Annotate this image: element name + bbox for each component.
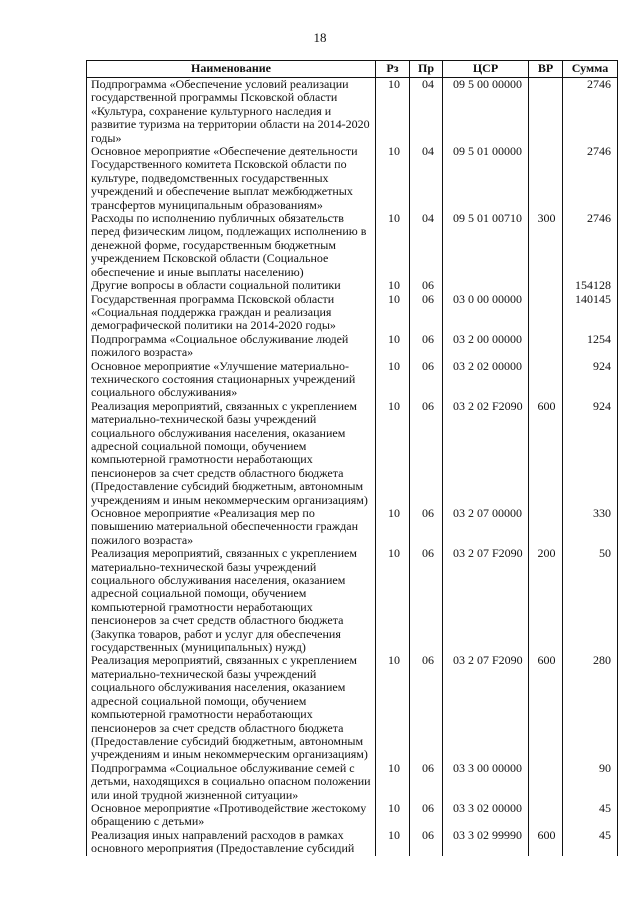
header-csr: ЦСР [443, 61, 529, 78]
cell-pr: 06 [410, 547, 443, 654]
page-number: 18 [313, 30, 327, 45]
cell-sum: 50 [563, 547, 618, 654]
header-rz: Рз [376, 61, 410, 78]
cell-vr: 600 [529, 400, 563, 507]
cell-sum: 90 [563, 762, 618, 802]
cell-pr: 06 [410, 762, 443, 802]
header-vr: ВР [529, 61, 563, 78]
cell-csr: 03 2 02 00000 [443, 360, 529, 400]
cell-pr: 06 [410, 654, 443, 761]
cell-vr [529, 507, 563, 547]
table-row [87, 762, 618, 802]
cell-sum: 924 [563, 400, 618, 507]
cell-name: Подпрограмма «Обеспечение условий реализации государственной программы Псковской области «Культура, сохранение культурного наследия и развитие туризма на территории области на 2014-2020 годы» [87, 78, 376, 146]
cell-sum: 2746 [563, 78, 618, 146]
cell-csr: 03 2 02 F2090 [443, 400, 529, 507]
cell-pr: 06 [410, 829, 443, 856]
cell-vr: 600 [529, 654, 563, 761]
cell-sum: 140145 [563, 293, 618, 333]
cell-name: Основное мероприятие «Обеспечение деятельности Государственного комитета Псковской области по культуре, подведомственных государственных учреждений и обеспечение выплат межбюджетных трансфертов муниципальным образованиям» [87, 145, 376, 212]
table-row [87, 802, 618, 829]
cell-pr: 06 [410, 400, 443, 507]
table-row [87, 145, 618, 212]
cell-name: Основное мероприятие «Реализация мер по повышению материальной обеспеченности граждан пожилого возраста» [87, 507, 376, 547]
table-row [87, 654, 618, 761]
cell-csr: 03 3 00 00000 [443, 762, 529, 802]
cell-rz: 10 [376, 829, 410, 856]
cell-name: Реализация мероприятий, связанных с укреплением материально-технической базы учреждений социального обслуживания населения, оказанием адресной социальной помощи, обучением компьютерной грамотности неработающих пенсионеров за счет средств областного бюджета (Предоставление субсидий бюджетным, автономным учреждениям и иным некоммерческим организациям) [87, 654, 376, 761]
table-row [87, 333, 618, 360]
table-row [87, 829, 618, 856]
table-row [87, 293, 618, 333]
cell-name: Расходы по исполнению публичных обязательств перед физическим лицом, подлежащих исполнению в денежной форме, государственным бюджетным учреждением Псковской области (Социальное обеспечение и иные выплаты населению) [87, 212, 376, 279]
cell-rz: 10 [376, 293, 410, 333]
cell-csr: 03 0 00 00000 [443, 293, 529, 333]
cell-sum: 2746 [563, 212, 618, 279]
table-row [87, 279, 618, 292]
cell-sum: 45 [563, 829, 618, 856]
cell-pr: 06 [410, 279, 443, 292]
cell-vr [529, 145, 563, 212]
cell-rz: 10 [376, 333, 410, 360]
cell-sum: 45 [563, 802, 618, 829]
cell-pr: 06 [410, 507, 443, 547]
cell-csr: 03 2 07 F2090 [443, 654, 529, 761]
header-pr: Пр [410, 61, 443, 78]
cell-vr: 300 [529, 212, 563, 279]
cell-vr [529, 293, 563, 333]
cell-vr: 600 [529, 829, 563, 856]
cell-name: Реализация иных направлений расходов в рамках основного мероприятия (Предоставление субсидий [87, 829, 376, 856]
cell-sum: 280 [563, 654, 618, 761]
budget-table [86, 60, 618, 856]
table-row [87, 507, 618, 547]
cell-vr [529, 333, 563, 360]
cell-pr: 04 [410, 212, 443, 279]
table-header-row [87, 61, 618, 78]
table-body [87, 78, 618, 856]
cell-sum: 154128 [563, 279, 618, 292]
table-row [87, 78, 618, 146]
cell-rz: 10 [376, 507, 410, 547]
cell-csr: 09 5 01 00000 [443, 145, 529, 212]
cell-sum: 1254 [563, 333, 618, 360]
cell-vr [529, 802, 563, 829]
table-row [87, 547, 618, 654]
cell-name: Реализация мероприятий, связанных с укреплением материально-технической базы учреждений социального обслуживания населения, оказанием адресной социальной помощи, обучением компьютерной грамотности неработающих пенсионеров за счет средств областного бюджета (Закупка товаров, работ и услуг для обеспечения государственных (муниципальных) нужд) [87, 547, 376, 654]
cell-rz: 10 [376, 78, 410, 146]
cell-csr: 03 2 07 00000 [443, 507, 529, 547]
table-row [87, 400, 618, 507]
cell-rz: 10 [376, 802, 410, 829]
cell-name: Основное мероприятие «Противодействие жестокому обращению с детьми» [87, 802, 376, 829]
header-sum: Сумма [563, 61, 618, 78]
cell-csr: 03 3 02 99990 [443, 829, 529, 856]
cell-rz: 10 [376, 145, 410, 212]
cell-vr: 200 [529, 547, 563, 654]
cell-sum: 2746 [563, 145, 618, 212]
cell-rz: 10 [376, 279, 410, 292]
cell-name: Подпрограмма «Социальное обслуживание людей пожилого возраста» [87, 333, 376, 360]
cell-name: Государственная программа Псковской области «Социальная поддержка граждан и реализация демографической политики на 2014-2020 годы» [87, 293, 376, 333]
cell-csr: 09 5 00 00000 [443, 78, 529, 146]
table-row [87, 360, 618, 400]
cell-csr [443, 279, 529, 292]
cell-pr: 04 [410, 145, 443, 212]
cell-sum: 924 [563, 360, 618, 400]
cell-pr: 04 [410, 78, 443, 146]
cell-pr: 06 [410, 333, 443, 360]
table-row [87, 212, 618, 279]
cell-name: Другие вопросы в области социальной политики [87, 279, 376, 292]
cell-csr: 09 5 01 00710 [443, 212, 529, 279]
cell-csr: 03 2 00 00000 [443, 333, 529, 360]
cell-csr: 03 2 07 F2090 [443, 547, 529, 654]
header-name: Наименование [87, 61, 376, 78]
cell-rz: 10 [376, 762, 410, 802]
cell-rz: 10 [376, 547, 410, 654]
cell-pr: 06 [410, 293, 443, 333]
cell-pr: 06 [410, 360, 443, 400]
cell-vr [529, 78, 563, 146]
cell-rz: 10 [376, 360, 410, 400]
cell-rz: 10 [376, 654, 410, 761]
cell-sum: 330 [563, 507, 618, 547]
cell-vr [529, 360, 563, 400]
cell-vr [529, 279, 563, 292]
cell-name: Подпрограмма «Социальное обслуживание семей с детьми, находящихся в социально опасном положении или иной трудной жизненной ситуации» [87, 762, 376, 802]
cell-name: Основное мероприятие «Улучшение материально-технического состояния стационарных учреждений социального обслуживания» [87, 360, 376, 400]
cell-pr: 06 [410, 802, 443, 829]
cell-rz: 10 [376, 400, 410, 507]
cell-csr: 03 3 02 00000 [443, 802, 529, 829]
cell-vr [529, 762, 563, 802]
cell-rz: 10 [376, 212, 410, 279]
cell-name: Реализация мероприятий, связанных с укреплением материально-технической базы учреждений социального обслуживания населения, оказанием адресной социальной помощи, обучением компьютерной грамотности неработающих пенсионеров за счет средств областного бюджета (Предоставление субсидий бюджетным, автономным учреждениям и иным некоммерческим организациям) [87, 400, 376, 507]
